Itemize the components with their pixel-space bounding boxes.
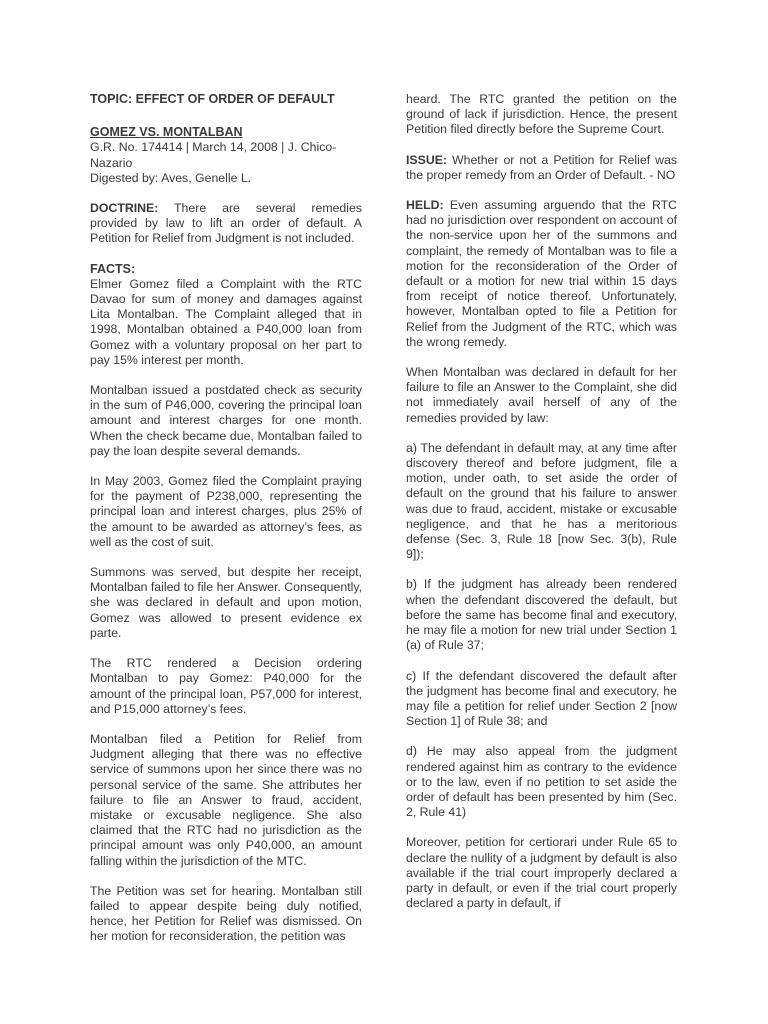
facts-paragraph: The Petition was set for hearing. Montalban still failed to appear despite being duly notified, hence, her Petition for Relief was dismissed. On her motion for reconsideration, the petition was <box>90 883 362 944</box>
remedy-item: d) He may also appeal from the judgment rendered against him as contrary to the evidence or to the law, even if no petition to set aside the order of default has been presented by him (Sec. 2, Rule 41) <box>406 744 677 820</box>
facts-paragraph: Montalban filed a Petition for Relief from Judgment alleging that there was no effective service of summons upon her since there was no personal service of the same. She attributes her failure to file an Answer to fraud, accident, mistake or excusable negligence. She also claimed that the RTC had no jurisdiction as the principal amount was only P40,000, an amount falling within the jurisdiction of the MTC. <box>90 731 362 868</box>
facts-heading: FACTS: <box>90 261 136 276</box>
case-title: GOMEZ VS. MONTALBAN <box>90 125 243 140</box>
held-paragraph: When Montalban was declared in default for her failure to file an Answer to the Complaint, she did not immediately avail herself of any of the remedies provided by law: <box>406 365 677 425</box>
issue-paragraph <box>406 153 677 183</box>
held-paragraph: Moreover, petition for certiorari under Rule 65 to declare the nullity of a judgment by default is also available if the trial court improperly declared a party in default, or even if the trial court properly declared a party in default, if <box>406 835 677 911</box>
facts-paragraph: The RTC rendered a Decision ordering Montalban to pay Gomez: P40,000 for the amount of the principal loan, P57,000 for interest, and P15,000 attorney’s fees. <box>90 656 362 716</box>
right-column <box>406 92 677 926</box>
digested-by: Digested by: Aves, Genelle L. <box>90 170 252 185</box>
remedy-item: a) The defendant in default may, at any time after discovery thereof and before judgment, file a motion, under oath, to set aside the order of default on the ground that his failure to answer was due to fraud, accident, mistake or excusable negligence, and that he has a meritorious defense (Sec. 3, Rule 18 [now Sec. 3(b), Rule 9]); <box>406 440 677 562</box>
remedy-item: b) If the judgment has already been rendered when the defendant discovered the default, but before the same has become final and executory, he may file a motion for new trial under Section 1 (a) of Rule 37; <box>406 577 677 653</box>
issue-text: Whether or not a Petition for Relief was the proper remedy from an Order of Default. - NO <box>406 152 677 182</box>
doctrine-text: There are several remedies provided by law to lift an order of default. A Petition for Relief from Judgment is not included. <box>90 201 362 246</box>
facts-paragraph: In May 2003, Gomez filed the Complaint praying for the payment of P238,000, representing the principal loan and interest charges, plus 25% of the amount to be awarded as attorney’s fees, as well as the cost of suit. <box>90 474 362 549</box>
left-column <box>90 92 362 960</box>
doctrine-paragraph <box>90 201 362 247</box>
issue-label: ISSUE: <box>406 152 447 167</box>
held-paragraph <box>406 198 677 350</box>
held-label: HELD: <box>406 198 444 213</box>
remedy-item: c) If the defendant discovered the default after the judgment has become final and executory, he may file a petition for relief under Section 2 [now Section 1] of Rule 38; and <box>406 668 677 729</box>
facts-paragraph: Montalban issued a postdated check as security in the sum of P46,000, covering the principal loan amount and interest charges for one month. When the check became due, Montalban failed to pay the loan despite several demands. <box>90 383 362 458</box>
topic-heading: TOPIC: EFFECT OF ORDER OF DEFAULT <box>90 92 335 106</box>
facts-paragraph-continued: heard. The RTC granted the petition on the ground of lack if jurisdiction. Hence, the present Petition filed directly before the Supreme Court. <box>406 92 677 137</box>
doctrine-label: DOCTRINE: <box>90 201 159 216</box>
held-text: Even assuming arguendo that the RTC had no jurisdiction over respondent on account of the non-service upon her of the summons and complaint, the remedy of Montalban was to file a motion for the reconsideration of the Order of default or a motion for new trial within 15 days from receipt of notice thereof. Unfortunately, however, Montalban opted to file a Petition for Relief from the Judgment of the RTC, which was the wrong remedy. <box>406 198 677 349</box>
facts-paragraph: Summons was served, but despite her receipt, Montalban failed to file her Answer. Consequently, she was declared in default and upon motion, Gomez was allowed to present evidence ex parte. <box>90 565 362 640</box>
case-meta: G.R. No. 174414 | March 14, 2008 | J. Chico-Nazario <box>90 140 337 170</box>
facts-paragraph: Elmer Gomez filed a Complaint with the RTC Davao for sum of money and damages against Lita Montalban. The Complaint alleged that in 1998, Montalban obtained a P40,000 loan from Gomez with a voluntary proposal on her part to pay 15% interest per month. <box>90 276 362 367</box>
